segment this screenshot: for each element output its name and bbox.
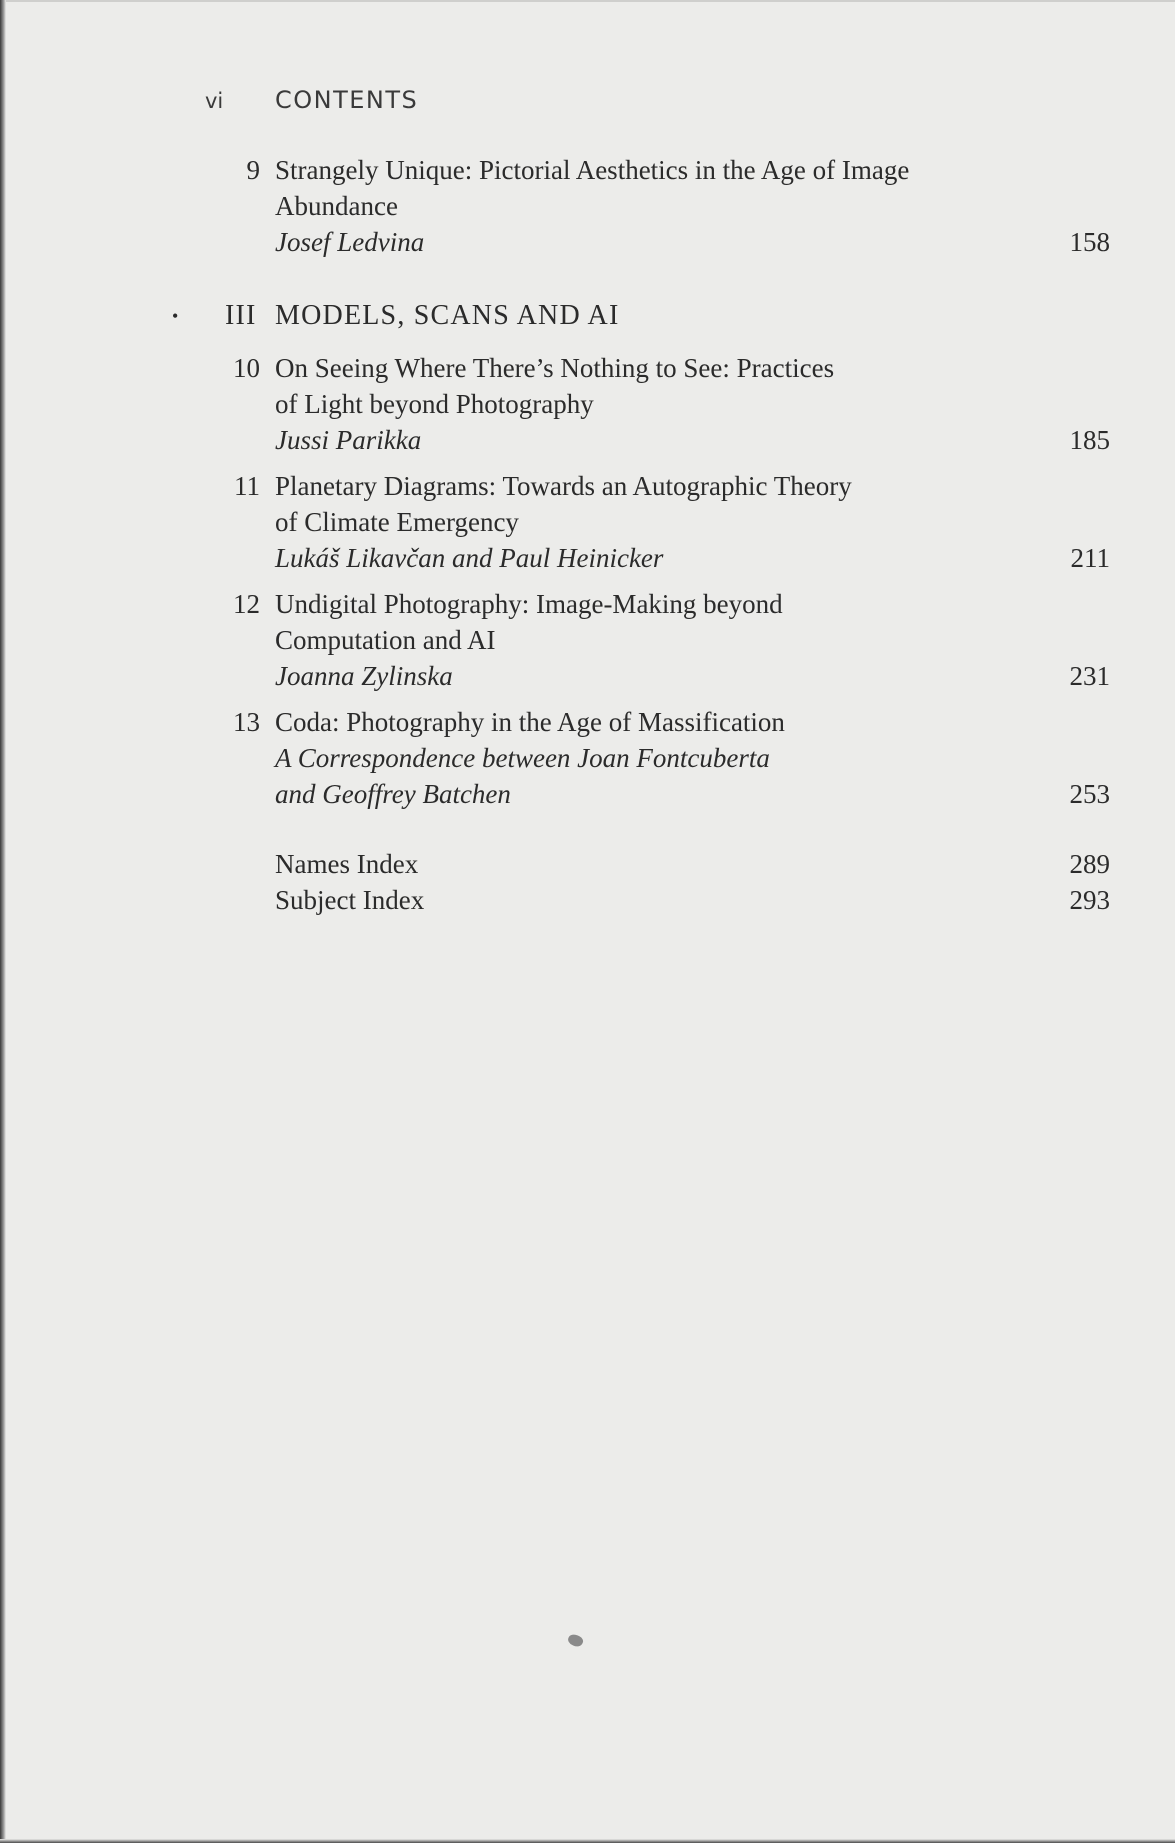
- table-of-contents: [0, 152, 1175, 918]
- chapter-title-line: Coda: Photography in the Age of Massification: [275, 707, 785, 737]
- chapter-number: 12: [233, 589, 260, 619]
- entry-body: [275, 152, 1035, 260]
- chapter-author: A Correspondence between Joan Fontcuberta: [275, 743, 770, 773]
- toc-entry-9: [0, 152, 1175, 260]
- chapter-title-line: of Light beyond Photography: [275, 389, 594, 419]
- chapter-page-number: 158: [1069, 227, 1110, 257]
- index-label: Subject Index: [275, 885, 425, 915]
- chapter-title-line: of Climate Emergency: [275, 507, 519, 537]
- chapter-number: 9: [246, 155, 260, 185]
- scan-edge-bottom: [0, 1839, 1175, 1843]
- chapter-author: and Geoffrey Batchen: [275, 779, 511, 809]
- index-page-number: 293: [1069, 885, 1110, 915]
- entry-body: [275, 704, 1035, 812]
- chapter-title-line: Planetary Diagrams: Towards an Autographic Theory: [275, 471, 852, 501]
- chapter-page-number: 253: [1069, 779, 1110, 809]
- margin-bullet: •: [172, 306, 180, 326]
- chapter-page-number: 185: [1069, 425, 1110, 455]
- index-entry-names: [0, 846, 1175, 882]
- chapter-author: Jussi Parikka: [275, 425, 422, 455]
- ink-smudge: [566, 1632, 584, 1648]
- index-entry-subject: [0, 882, 1175, 918]
- chapter-number: 13: [233, 707, 260, 737]
- index-page-number: 289: [1069, 849, 1110, 879]
- index-label: Names Index: [275, 849, 419, 879]
- scan-edge-top: [0, 0, 1175, 2]
- page-folio: vi: [205, 89, 224, 113]
- entry-body: [275, 350, 1035, 458]
- running-head-title: CONTENTS: [275, 86, 419, 114]
- part-heading-iii: [0, 298, 1175, 334]
- running-head: [205, 86, 418, 114]
- chapter-page-number: 211: [1070, 543, 1110, 573]
- chapter-title-line: On Seeing Where There’s Nothing to See: Practices: [275, 353, 835, 383]
- chapter-title-line: Undigital Photography: Image-Making beyond: [275, 589, 783, 619]
- toc-entry-12: [0, 586, 1175, 694]
- entry-body: [275, 468, 1035, 576]
- toc-entry-10: [0, 350, 1175, 458]
- chapter-page-number: 231: [1069, 661, 1110, 691]
- chapter-title-line: Abundance: [275, 191, 398, 221]
- chapter-author: Joanna Zylinska: [275, 661, 453, 691]
- chapter-author: Josef Ledvina: [275, 227, 425, 257]
- index-list: [0, 846, 1175, 918]
- chapter-number: 10: [233, 353, 260, 383]
- chapter-title-line: Strangely Unique: Pictorial Aesthetics in the Age of Image: [275, 155, 910, 185]
- toc-entry-11: [0, 468, 1175, 576]
- toc-entry-13: [0, 704, 1175, 812]
- part-number: III: [225, 300, 257, 331]
- part-title: MODELS, SCANS AND AI: [275, 300, 620, 331]
- chapter-number: 11: [234, 471, 260, 501]
- entry-body: [275, 586, 1035, 694]
- chapter-title-line: Computation and AI: [275, 625, 496, 655]
- chapter-author: Lukáš Likavčan and Paul Heinicker: [275, 543, 664, 573]
